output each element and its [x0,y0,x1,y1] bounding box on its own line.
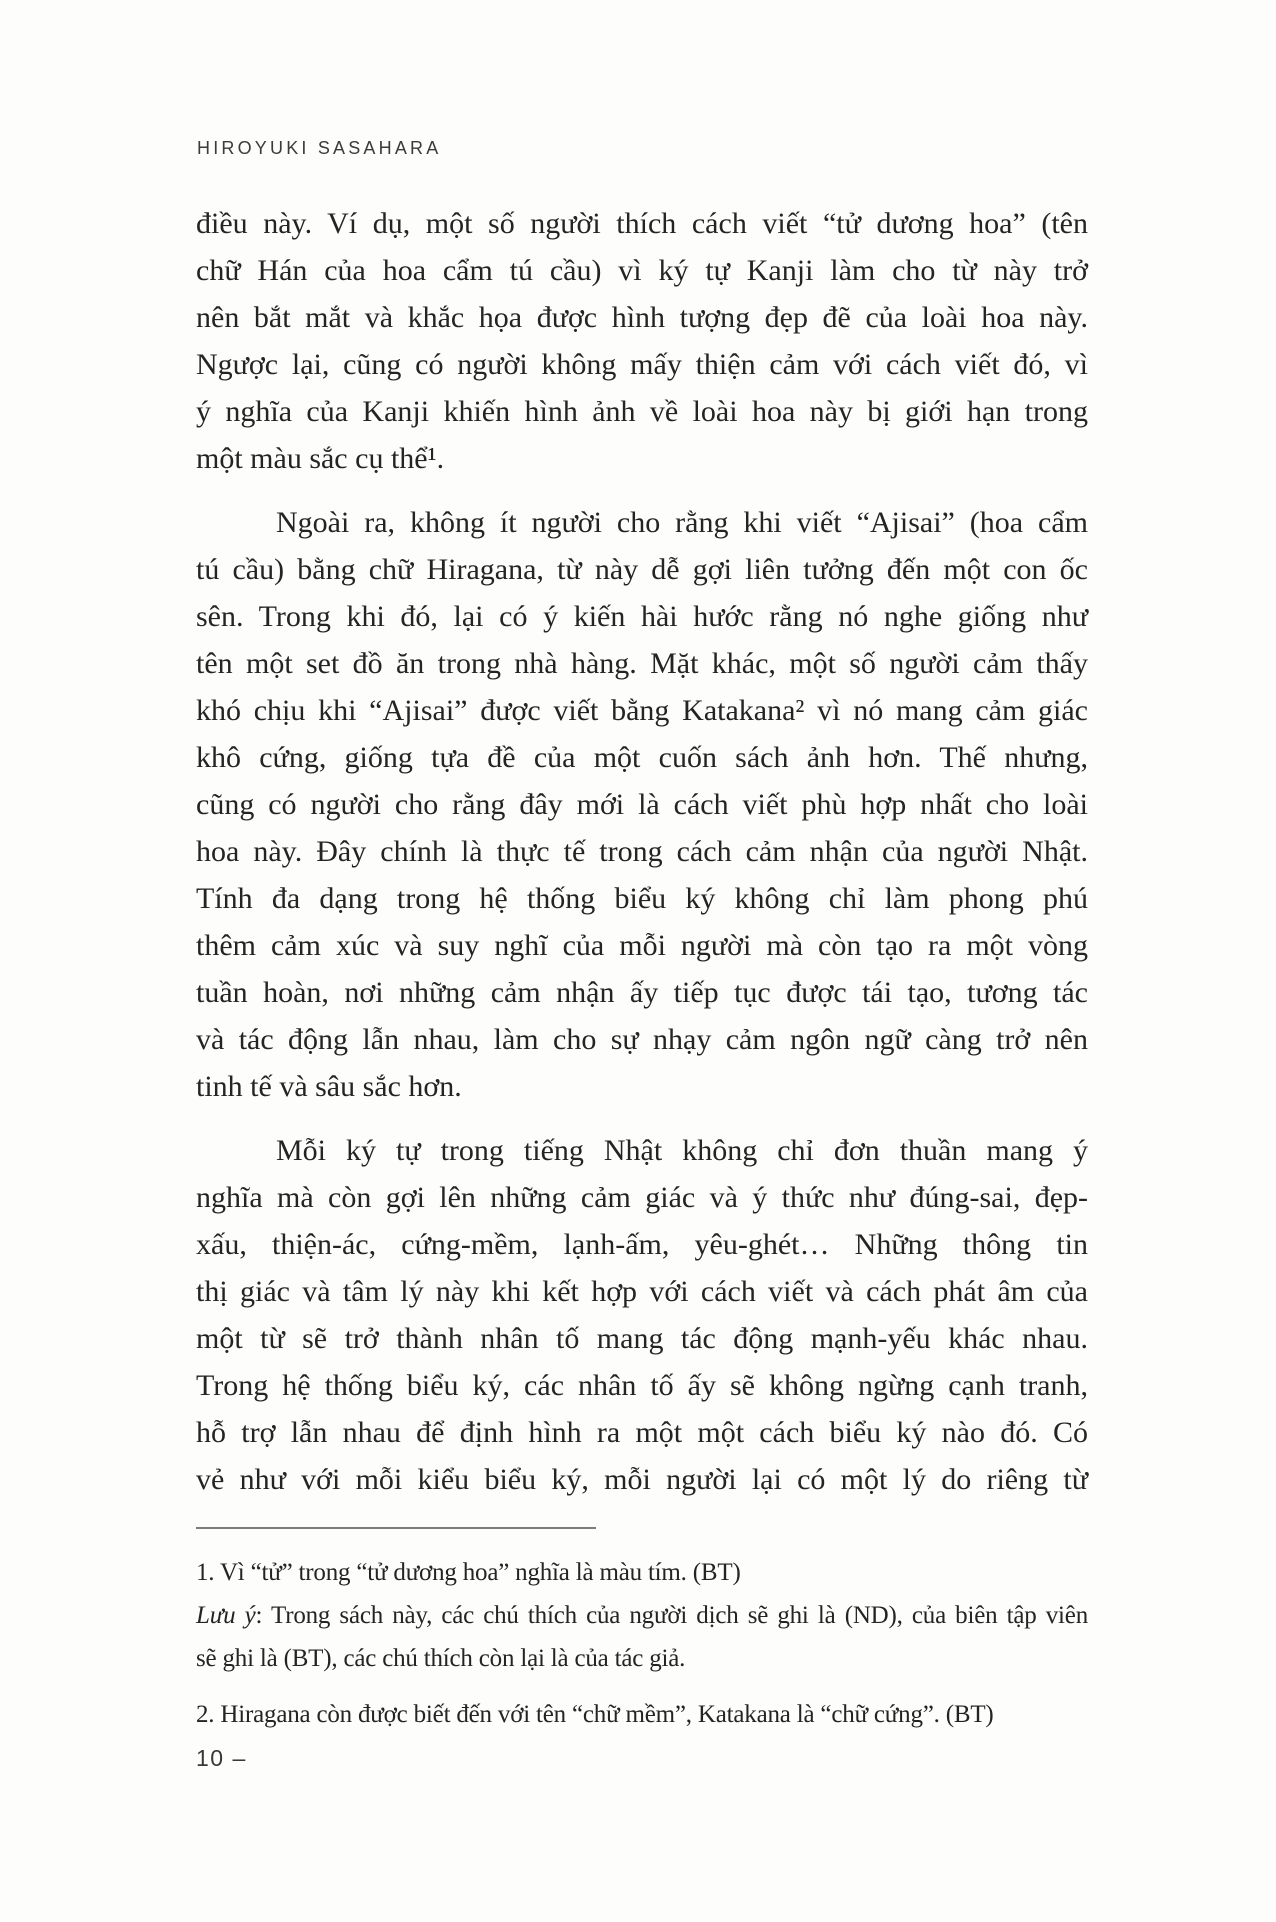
text-line: Trong hệ thống biểu ký, các nhân tố ấy sẽ không ngừng cạnh tranh, [196,1369,1088,1402]
text-line: nên bắt mắt và khắc họa được hình tượng đẹp đẽ của loài hoa này. [196,301,1088,334]
footnote-line: sẽ ghi là (BT), các chú thích còn lại là của tác giả. [196,1645,686,1672]
text-line: Ngược lại, cũng có người không mấy thiện cảm với cách viết đó, vì [196,348,1088,381]
footnotes-section [196,1527,1088,1736]
text-line: vẻ như với mỗi kiểu biểu ký, mỗi người lại có một lý do riêng từ [196,1463,1088,1496]
text-line: một màu sắc cụ thể¹. [196,442,445,475]
text-line: Mỗi ký tự trong tiếng Nhật không chỉ đơn thuần mang ý [276,1134,1088,1167]
page-number [196,1745,247,1772]
footnote-line: 2. Hiragana còn được biết đến với tên “chữ mềm”, Katakana là “chữ cứng”. (BT) [196,1701,994,1728]
running-head-author: HIROYUKI SASAHARA [197,138,442,158]
text-line: thị giác và tâm lý này khi kết hợp với cách viết và cách phát âm của [196,1275,1088,1308]
text-line: Tính đa dạng trong hệ thống biểu ký không chỉ làm phong phú [196,882,1088,915]
text-line: cũng có người cho rằng đây mới là cách viết phù hợp nhất cho loài [196,788,1088,821]
footnote-line [196,1594,1088,1637]
text-line: hoa này. Đây chính là thực tế trong cách cảm nhận của người Nhật. [196,835,1088,868]
footnote-1 [196,1551,1088,1680]
paragraph-1 [196,200,1088,482]
text-line: xấu, thiện-ác, cứng-mềm, lạnh-ấm, yêu-ghét… Những thông tin [196,1228,1088,1261]
paragraph-3 [196,1127,1088,1503]
text-line: tuần hoàn, nơi những cảm nhận ấy tiếp tục được tái tạo, tương tác [196,976,1088,1009]
footnote-line: 1. Vì “tử” trong “tử dương hoa” nghĩa là màu tím. (BT) [196,1559,741,1586]
text-line: thêm cảm xúc và suy nghĩ của mỗi người mà còn tạo ra một vòng [196,929,1088,962]
text-line: một từ sẽ trở thành nhân tố mang tác động mạnh-yếu khác nhau. [196,1322,1088,1355]
text-line: khó chịu khi “Ajisai” được viết bằng Katakana² vì nó mang cảm giác [196,694,1088,727]
text-line: tinh tế và sâu sắc hơn. [196,1070,462,1103]
footnote-divider [196,1527,596,1529]
footnote-note-label: Lưu ý [196,1602,256,1629]
paragraph-2 [196,499,1088,1110]
text-line: hỗ trợ lẫn nhau để định hình ra một một cách biểu ký nào đó. Có [196,1416,1088,1449]
text-line: sên. Trong khi đó, lại có ý kiến hài hước rằng nó nghe giống như [196,600,1088,633]
text-line: và tác động lẫn nhau, làm cho sự nhạy cảm ngôn ngữ càng trở nên [196,1023,1088,1056]
text-line: chữ Hán của hoa cẩm tú cầu) vì ký tự Kanji làm cho từ này trở [196,254,1088,287]
text-line: Ngoài ra, không ít người cho rằng khi viết “Ajisai” (hoa cẩm [276,506,1088,539]
text-line: điều này. Ví dụ, một số người thích cách viết “tử dương hoa” (tên [196,207,1088,240]
footnote-2 [196,1693,1088,1736]
footnote-note-text: : Trong sách này, các chú thích của người dịch sẽ ghi là (ND), của biên tập viên [255,1602,1088,1629]
text-line: nghĩa mà còn gợi lên những cảm giác và ý thức như đúng-sai, đẹp- [196,1181,1088,1214]
text-line: tú cầu) bằng chữ Hiragana, từ này dễ gợi liên tưởng đến một con ốc [196,553,1088,586]
page-number-value: 10 [196,1745,225,1771]
page-number-marker: – [232,1745,247,1771]
text-line: khô cứng, giống tựa đề của một cuốn sách ảnh hơn. Thế nhưng, [196,741,1088,774]
text-line: ý nghĩa của Kanji khiến hình ảnh về loài hoa này bị giới hạn trong [196,395,1088,428]
body-text-block [196,200,1088,1503]
text-line: tên một set đồ ăn trong nhà hàng. Mặt khác, một số người cảm thấy [196,647,1088,680]
